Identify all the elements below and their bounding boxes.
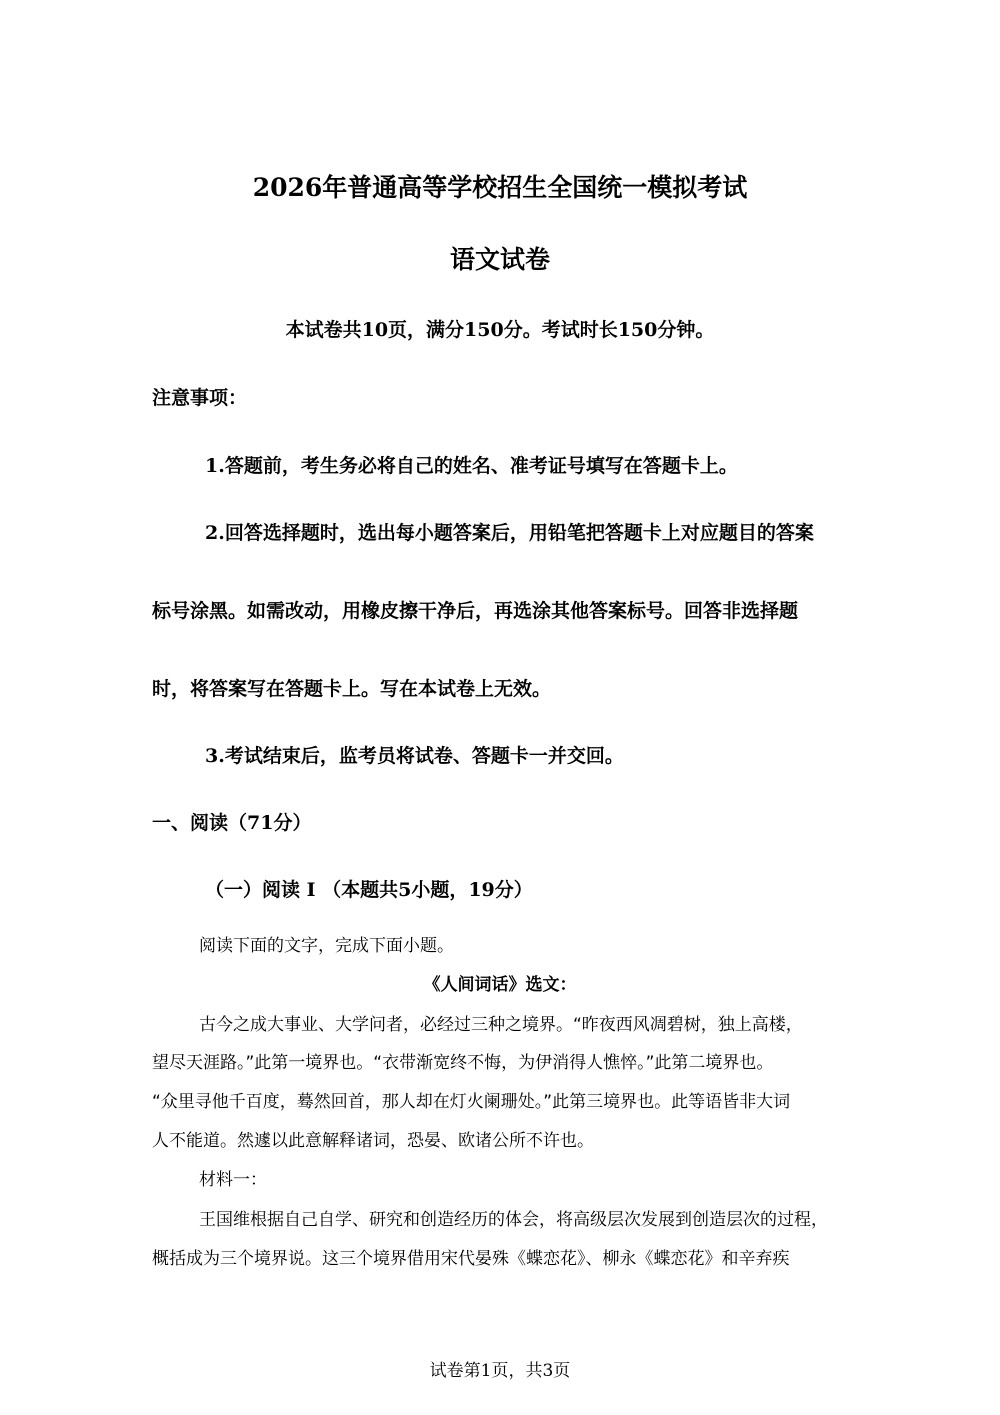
section-heading: 一、阅读（71分） bbox=[152, 812, 312, 834]
material-line: 概括成为三个境界说。这三个境界借用宋代晏殊《蝶恋花》、柳永《蝶恋花》和辛弃疾 bbox=[152, 1249, 790, 1269]
passage-line: 人不能道。然遽以此意解释诸词，恐晏、欧诸公所不许也。 bbox=[152, 1131, 594, 1151]
passage-title: 《人间词话》选文： bbox=[423, 975, 577, 995]
notice-item-2-line-1: 2.回答选择题时，选出每小题答案后，用铅笔把答题卡上对应题目的答案 bbox=[205, 522, 814, 544]
passage-line: “众里寻他千百度，蓦然回首，那人却在灯火阑珊处。”此第三境界也。此等语皆非大词 bbox=[152, 1092, 791, 1112]
page-footer: 试卷第1页，共3页 bbox=[429, 1361, 571, 1381]
notice-heading: 注意事项： bbox=[152, 387, 248, 409]
exam-title: 2026年普通高等学校招生全国统一模拟考试 bbox=[252, 173, 748, 202]
notice-item-1: 1.答题前，考生务必将自己的姓名、准考证号填写在答题卡上。 bbox=[205, 455, 738, 477]
material-label: 材料一： bbox=[199, 1170, 267, 1190]
notice-item-2-line-2: 标号涂黑。如需改动，用橡皮擦干净后，再选涂其他答案标号。回答非选择题 bbox=[152, 600, 799, 622]
notice-item-2-line-3: 时，将答案写在答题卡上。写在本试卷上无效。 bbox=[152, 678, 552, 700]
reading-instruction: 阅读下面的文字，完成下面小题。 bbox=[199, 936, 454, 956]
material-line: 王国维根据自己自学、研究和创造经历的体会，将高级层次发展到创造层次的过程， bbox=[199, 1210, 828, 1230]
exam-info: 本试卷共10页，满分150分。考试时长150分钟。 bbox=[285, 319, 715, 341]
notice-item-3: 3.考试结束后，监考员将试卷、答题卡一并交回。 bbox=[205, 745, 624, 767]
section-sub-heading: （一）阅读 I （本题共5小题，19分） bbox=[205, 879, 533, 901]
passage-line: 望尽天涯路。”此第一境界也。“衣带渐宽终不悔，为伊消得人憔悴。”此第二境界也。 bbox=[152, 1053, 774, 1073]
passage-line: 古今之成大事业、大学问者，必经过三种之境界。“昨夜西风凋碧树，独上高楼， bbox=[199, 1015, 803, 1035]
exam-subject: 语文试卷 bbox=[449, 245, 550, 274]
